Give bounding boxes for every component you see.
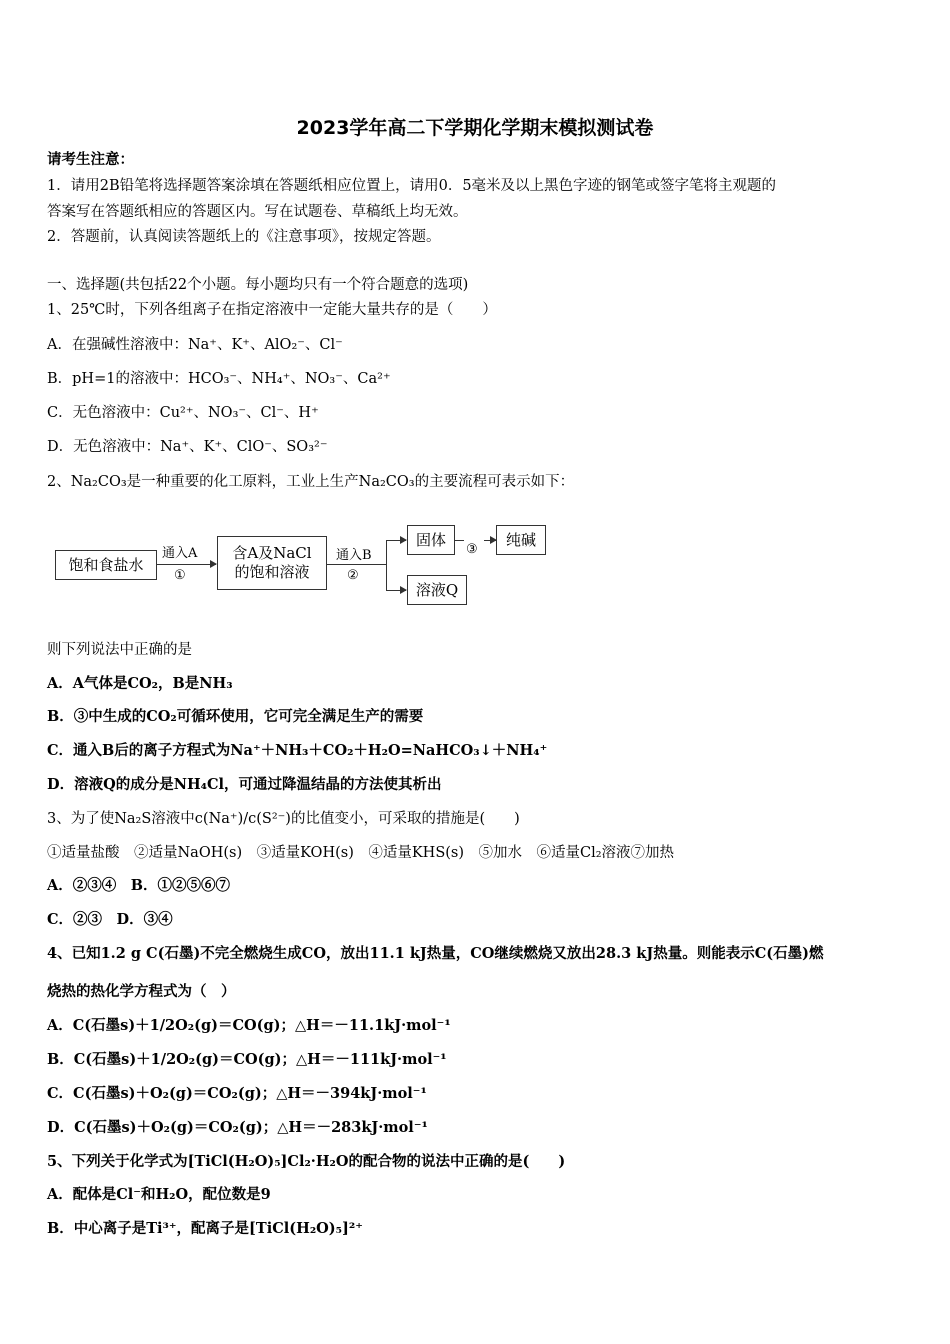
q2-option-b: B．③中生成的CO₂可循环使用，它可完全满足生产的需要	[47, 708, 424, 725]
q4-option-b: B．C(石墨s)＋1/2O₂(g)＝CO(g)；△H＝－111kJ·mol⁻¹	[47, 1051, 447, 1068]
q4-option-d: D．C(石墨s)＋O₂(g)＝CO₂(g)；△H＝－283kJ·mol⁻¹	[47, 1119, 428, 1136]
q4-option-a: A．C(石墨s)＋1/2O₂(g)＝CO(g)；△H＝－11.1kJ·mol⁻¹	[47, 1017, 451, 1034]
flow-arrow-to-solid	[386, 540, 406, 541]
flow-arrow1-label: 通入A	[162, 546, 198, 561]
flow-box-solution-q: 溶液Q	[407, 575, 467, 605]
q1-option-d: D．无色溶液中：Na⁺、K⁺、ClO⁻、SO₃²⁻	[47, 439, 328, 455]
flow-arrow2-label: 通入B	[336, 548, 372, 563]
flow-box-solid: 固体	[407, 525, 455, 555]
q4-stem-line1: 4、已知1.2 g C(石墨)不完全燃烧生成CO，放出11.1 kJ热量，CO继续燃烧又放出28.3 kJ热量。则能表示C(石墨)燃	[47, 945, 824, 962]
q1-option-c: C．无色溶液中：Cu²⁺、NO₃⁻、Cl⁻、H⁺	[47, 405, 319, 421]
q3-stem: 3、为了使Na₂S溶液中c(Na⁺)/c(S²⁻)的比值变小，可采取的措施是( )	[47, 811, 520, 827]
q1-stem: 1、25℃时，下列各组离子在指定溶液中一定能大量共存的是（ ）	[47, 302, 497, 318]
flow-box-brine: 饱和食盐水	[55, 550, 157, 580]
q1-option-b: B．pH=1的溶液中：HCO₃⁻、NH₄⁺、NO₃⁻、Ca²⁺	[47, 371, 391, 387]
q5-option-a: A．配体是Cl⁻和H₂O，配位数是9	[47, 1186, 271, 1203]
q3-options: ①适量盐酸 ②适量NaOH(s) ③适量KOH(s) ④适量KHS(s) ⑤加水 ⑥适量Cl₂溶液⑦加热	[47, 845, 675, 861]
flow-line-3a	[454, 540, 464, 541]
flow-box2-line2: 的饱和溶液	[234, 563, 310, 581]
q2-option-c: C．通入B后的离子方程式为Na⁺＋NH₃＋CO₂＋H₂O=NaHCO₃↓＋NH₄⁺	[47, 742, 548, 759]
flow-step1-label: ①	[174, 568, 186, 583]
flow-step3-label: ③	[466, 542, 478, 557]
notice-line1a: 1．请用2B铅笔将选择题答案涂填在答题纸相应位置上，请用0．5毫米及以上黑色字迹的钢笔或签字笔将主观题的	[47, 178, 777, 194]
flow-box2-line1: 含A及NaCl	[232, 544, 312, 562]
notice-line1b: 答案写在答题纸相应的答题区内。写在试题卷、草稿纸上均无效。	[47, 204, 468, 220]
q5-option-b: B．中心离子是Ti³⁺，配离子是[TiCl(H₂O)₅]²⁺	[47, 1220, 363, 1237]
q4-option-c: C．C(石墨s)＋O₂(g)＝CO₂(g)；△H＝－394kJ·mol⁻¹	[47, 1085, 427, 1102]
flow-box-soda-ash: 纯碱	[496, 525, 546, 555]
q2-prompt: 则下列说法中正确的是	[47, 642, 192, 658]
q2-option-d: D．溶液Q的成分是NH₄Cl，可通过降温结晶的方法使其析出	[47, 776, 442, 793]
section-heading: 一、选择题(共包括22个小题。每小题均只有一个符合题意的选项)	[47, 277, 469, 293]
flow-arrow-to-solution-q	[386, 590, 406, 591]
flow-arrow-1	[156, 564, 216, 565]
flow-step2-label: ②	[347, 568, 359, 583]
q2-option-a: A．A气体是CO₂，B是NH₃	[47, 675, 233, 692]
process-flow-diagram	[52, 518, 552, 618]
page-title: 2023学年高二下学期化学期末模拟测试卷	[296, 117, 654, 139]
q3-choices-ab: A．②③④ B．①②⑤⑥⑦	[47, 877, 231, 894]
q2-stem: 2、Na₂CO₃是一种重要的化工原料，工业上生产Na₂CO₃的主要流程可表示如下：	[47, 474, 575, 490]
q1-option-a: A．在强碱性溶液中：Na⁺、K⁺、AlO₂⁻、Cl⁻	[47, 337, 343, 353]
flow-branch-line	[386, 540, 387, 590]
flow-box-saturated-solution	[217, 536, 327, 590]
q4-stem-line2: 烧热的热化学方程式为（ ）	[47, 983, 236, 1000]
flow-arrow-3	[484, 540, 496, 541]
notice-line2: 2．答题前，认真阅读答题纸上的《注意事项》，按规定答题。	[47, 229, 441, 245]
flow-line-2	[326, 564, 386, 565]
q3-choices-cd: C．②③ D．③④	[47, 911, 173, 928]
q5-stem: 5、下列关于化学式为[TiCl(H₂O)₅]Cl₂·H₂O的配合物的说法中正确的是( )	[47, 1153, 566, 1170]
notice-heading: 请考生注意：	[47, 151, 134, 168]
